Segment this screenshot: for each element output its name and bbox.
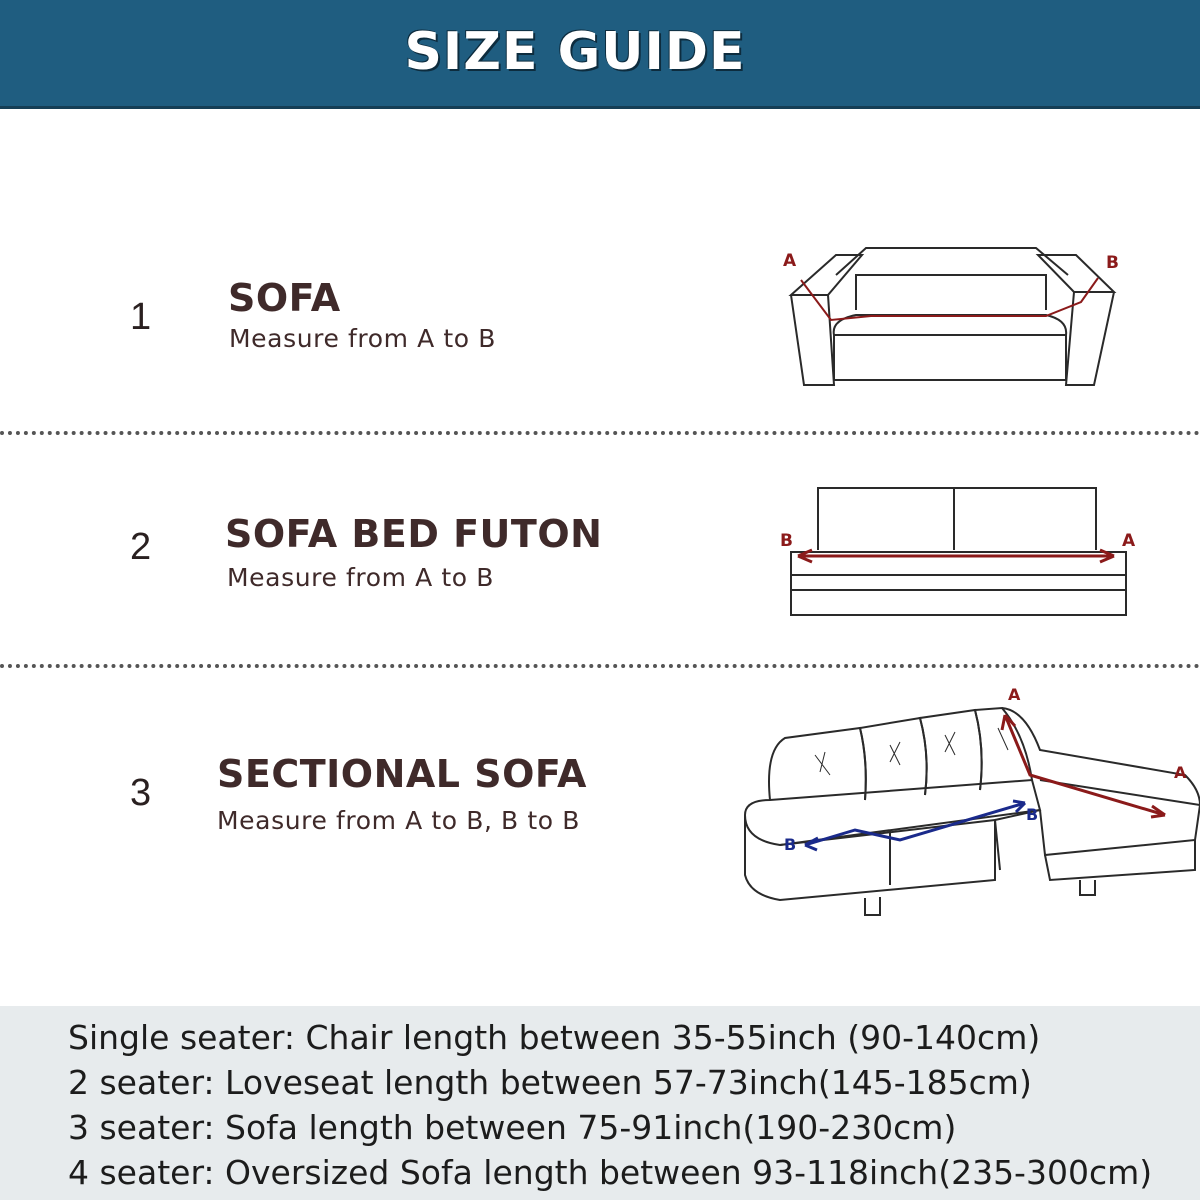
size-list-item: 3 seater: Sofa length between 75-91inch(190-230cm) <box>68 1108 957 1147</box>
size-list-item: 2 seater: Loveseat length between 57-73inch(145-185cm) <box>68 1063 1032 1102</box>
section-instruction: Measure from A to B, B to B <box>217 806 580 835</box>
label-b: B <box>1106 253 1119 273</box>
measure-line-a-b <box>801 278 1098 320</box>
label-a: A <box>783 251 797 271</box>
section-divider <box>0 664 1200 668</box>
size-list-panel <box>0 1006 1200 1200</box>
size-list-item: Single seater: Chair length between 35-55inch (90-140cm) <box>68 1018 1041 1057</box>
size-list-item: 4 seater: Oversized Sofa length between 93-118inch(235-300cm) <box>68 1153 1153 1192</box>
label-a: A <box>1008 685 1021 704</box>
section-title: SECTIONAL SOFA <box>217 752 587 796</box>
section-number: 1 <box>130 296 152 338</box>
section-title: SOFA <box>228 276 341 320</box>
section-number: 3 <box>130 772 152 814</box>
label-b: B <box>784 835 797 854</box>
sofa-illustration <box>776 240 1126 390</box>
section-instruction: Measure from A to B <box>229 324 496 353</box>
section-title: SOFA BED FUTON <box>225 512 603 556</box>
label-a: A <box>1122 531 1136 551</box>
futon-illustration <box>776 480 1146 625</box>
sectional-sofa-illustration <box>740 680 1200 925</box>
section-divider <box>0 431 1200 435</box>
section-instruction: Measure from A to B <box>227 563 494 592</box>
page-title: SIZE GUIDE <box>404 22 746 82</box>
label-b: B <box>780 531 793 551</box>
section-number: 2 <box>130 526 152 568</box>
label-b-secondary: B <box>1026 805 1039 824</box>
label-a-secondary: A <box>1174 763 1187 782</box>
header-banner <box>0 0 1200 109</box>
